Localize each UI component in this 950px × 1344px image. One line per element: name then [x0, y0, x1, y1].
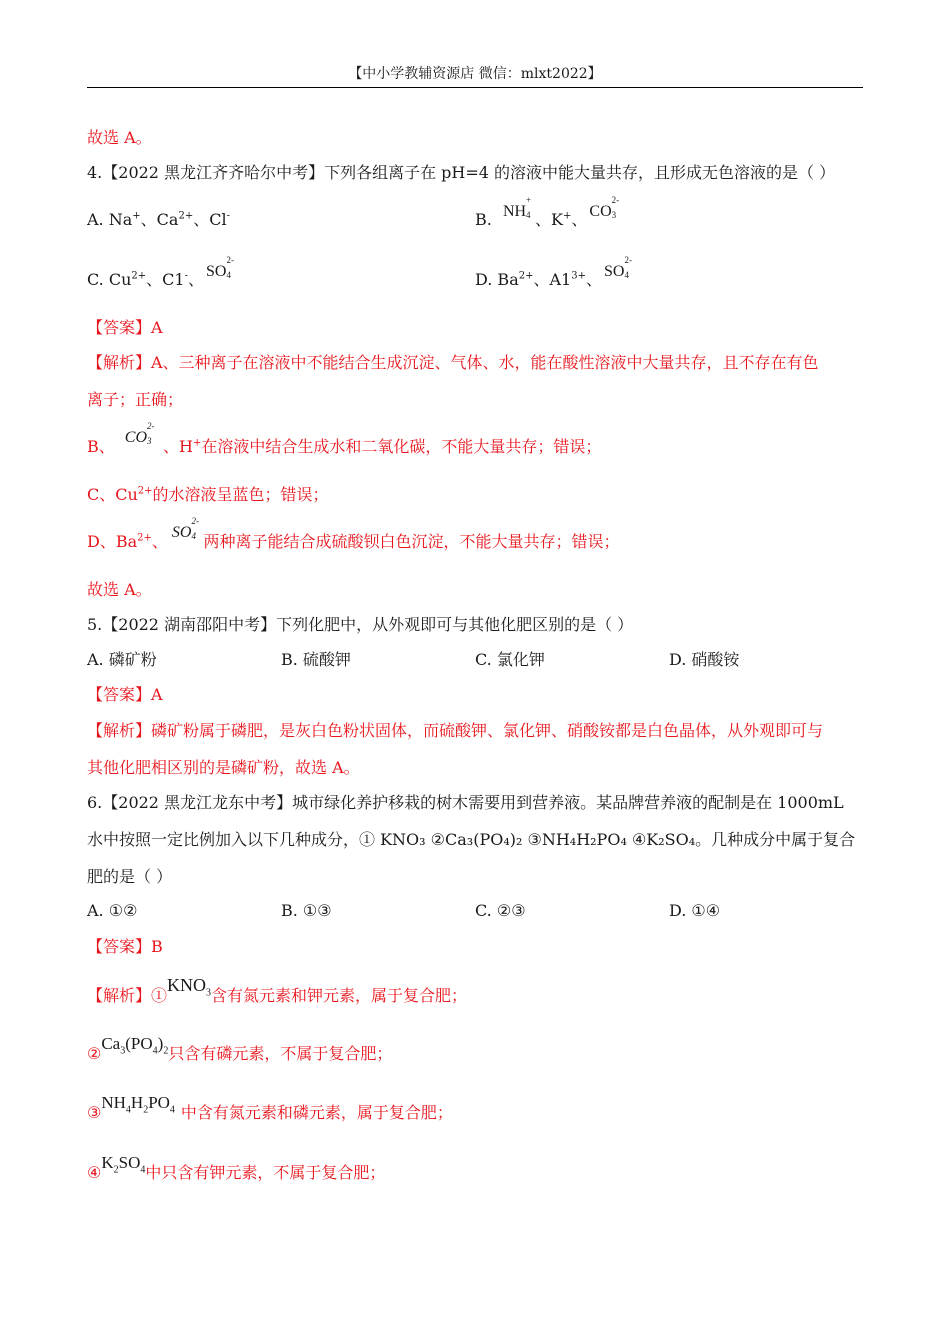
q4-analysis-line2: 离子；正确； — [87, 390, 184, 409]
q4-analysis-line1: 【解析】A、三种离子在溶液中不能结合生成沉淀、气体、水，能在酸性溶液中大量共存，且不存在有色 — [87, 353, 819, 372]
q3-conclusion: 故选 A。 — [87, 128, 152, 147]
q6-stem-line2: 水中按照一定比例加入以下几种成分，① KNO₃ ②Ca₃(PO₄)₂ ③NH₄H₂PO₄ ④K₂SO₄。几种成分中属于复合 — [87, 830, 856, 849]
q5-analysis-line1: 【解析】磷矿粉属于磷肥，是灰白色粉状固体，而硫酸钾、氯化钾、硝酸铵都是白色晶体，从外观即可与 — [87, 721, 824, 740]
q5-answer: 【答案】A — [87, 685, 163, 704]
q5-option-d: D. 硝酸铵 — [669, 650, 740, 669]
q5-stem: 5.【2022 湖南邵阳中考】下列化肥中，从外观即可与其他化肥区别的是（ ） — [87, 615, 634, 634]
q6-answer: 【答案】B — [87, 937, 163, 956]
carbonate-ion: CO 2- 3 — [589, 195, 620, 220]
formula-ca3po42: $Ca_3(PO_4)_2$ — [101, 1034, 169, 1057]
sulfate-ion: SO 2- 4 — [205, 255, 234, 280]
q5-option-c: C. 氯化钾 — [475, 650, 545, 669]
q6-analysis-1: 【解析】$①KNO_3$含有氮元素和钾元素，属于复合肥； — [87, 975, 468, 1005]
q5-analysis-line2: 其他化肥相区别的是磷矿粉，故选 A。 — [87, 758, 360, 777]
q6-stem-line3: 肥的是（ ） — [87, 867, 173, 886]
sulfate-ion: SO 2- 4 — [171, 516, 199, 541]
q4-option-c: C. $Cu^{2+}$、C1-、 SO 2- 4 — [87, 255, 234, 289]
q4-option-d: D. $Ba^{2+}$、$A1^{3+}$、 SO 2- 4 — [475, 255, 632, 289]
q6-analysis-3: $③NH_4H_2PO_4$ 中含有氮元素和磷元素，属于复合肥； — [87, 1093, 453, 1122]
page-header: 【中小学教辅资源店 微信：mlxt2022】 — [348, 66, 602, 82]
q4-answer: 【答案】A — [87, 318, 163, 337]
formula-kno3: $KNO_3$ — [167, 975, 212, 999]
q4-analysis-d: D、$Ba^{2+}$、 SO 2- 4 两种离子能结合成硫酸钡白色沉淀，不能大量共存；错误； — [87, 516, 620, 551]
q6-option-b: B. ①③ — [281, 901, 332, 920]
formula-k2so4: $K_2SO_4$ — [101, 1153, 146, 1176]
q5-option-b: B. 硫酸钾 — [281, 650, 351, 669]
carbonate-ion: CO 2- 3 — [124, 421, 155, 446]
q4-analysis-b: B、 CO 2- 3 、H+在溶液中结合生成水和二氧化碳，不能大量共存；错误； — [87, 421, 602, 456]
q4-conclusion: 故选 A。 — [87, 580, 152, 599]
q6-option-c: C. ②③ — [475, 901, 526, 920]
q4-analysis-c: C、$Cu^{2+}$的水溶液呈蓝色；错误； — [87, 485, 329, 504]
q6-stem-line1: 6.【2022 黑龙江龙东中考】城市绿化养护移栽的树木需要用到营养液。某品牌营养液的配制是在 1000mL — [87, 793, 844, 812]
formula-nh4h2po4: $NH_4H_2PO_4$ — [101, 1093, 175, 1116]
sulfate-ion: SO 2- 4 — [604, 255, 632, 280]
q5-option-a: A. 磷矿粉 — [87, 650, 157, 669]
q4-stem: 4.【2022 黑龙江齐齐哈尔中考】下列各组离子在 pH=4 的溶液中能大量共存，且形成无色溶液的是（ ） — [87, 163, 836, 182]
q6-analysis-4: $④K_2SO_4$中只含有钾元素，不属于复合肥； — [87, 1153, 386, 1182]
q6-option-a: A. ①② — [87, 901, 138, 920]
header-divider — [87, 87, 863, 88]
q4-option-b: B. NH + 4 、K+、 CO 2- 3 — [475, 195, 620, 229]
q6-option-d: D. ①④ — [669, 901, 721, 920]
q4-option-a: A. Na+、$Ca^{2+}$、Cl- — [87, 210, 230, 229]
q6-analysis-2: $②Ca_3(PO_4)_2$只含有磷元素，不属于复合肥； — [87, 1034, 393, 1063]
ammonium-ion: NH + 4 — [502, 195, 532, 220]
